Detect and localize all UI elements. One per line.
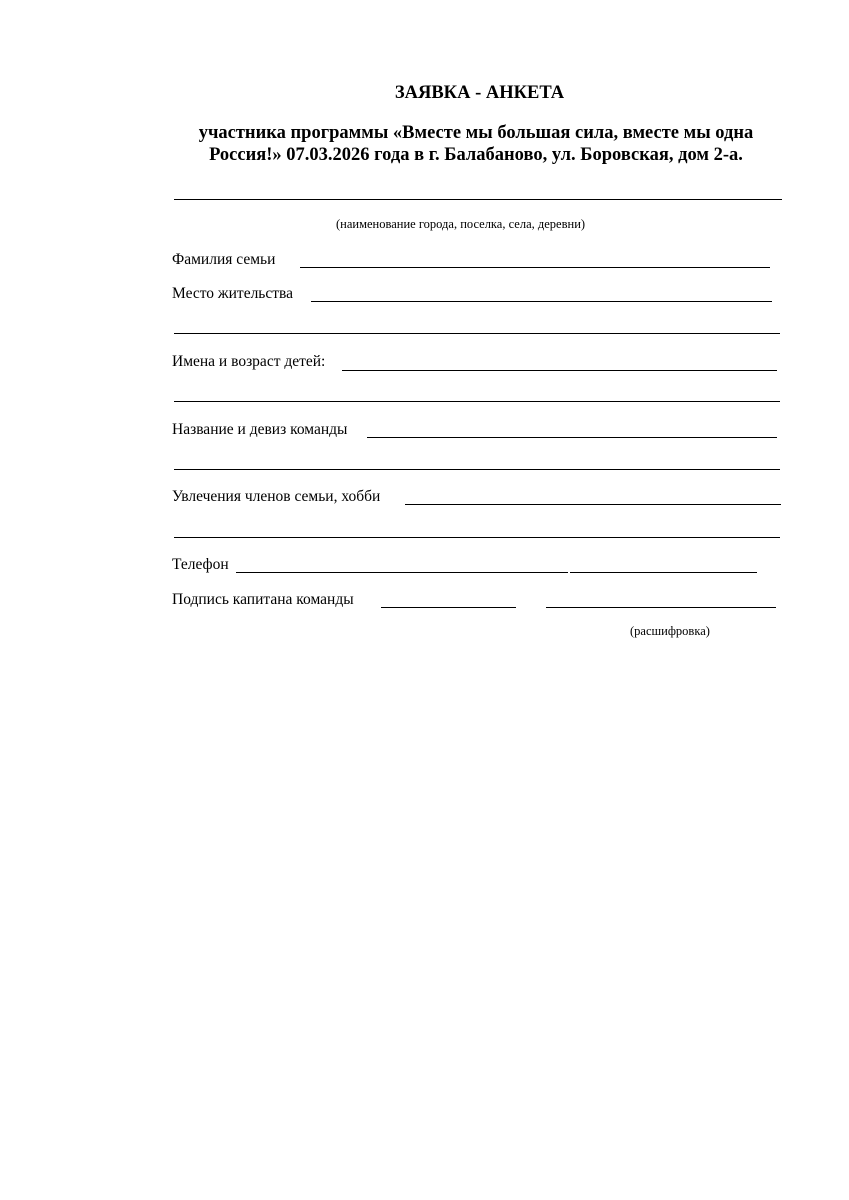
locality-caption: (наименование города, поселка, села, деревни) <box>336 217 586 231</box>
form-subtitle <box>170 122 782 166</box>
form-title: ЗАЯВКА - АНКЕТА <box>394 83 565 103</box>
signature-label: Подпись капитана команды <box>172 591 354 608</box>
residence-field-line[interactable] <box>311 301 772 302</box>
team-field-line[interactable] <box>367 437 777 438</box>
family-name-label: Фамилия семьи <box>172 251 276 268</box>
children-field-line-2[interactable] <box>174 401 780 402</box>
family-name-field-line[interactable] <box>300 267 770 268</box>
phone-field-line[interactable] <box>236 572 568 573</box>
subtitle-line-1: участника программы «Вместе мы большая сила, вместе мы одна <box>198 123 754 143</box>
residence-field-line-2[interactable] <box>174 333 780 334</box>
signature-decoding-line[interactable] <box>546 607 776 608</box>
children-label: Имена и возраст детей: <box>172 353 326 370</box>
locality-field-line[interactable] <box>174 199 782 200</box>
team-field-line-2[interactable] <box>174 469 780 470</box>
team-label: Название и девиз команды <box>172 421 348 438</box>
hobby-field-line[interactable] <box>405 504 781 505</box>
phone-field-line-2[interactable] <box>570 572 757 573</box>
hobby-field-line-2[interactable] <box>174 537 780 538</box>
children-field-line[interactable] <box>342 370 777 371</box>
signature-field-line[interactable] <box>381 607 516 608</box>
subtitle-line-2: Россия!» 07.03.2026 года в г. Балабаново, ул. Боровская, дом 2-а. <box>209 145 743 165</box>
residence-label: Место жительства <box>172 285 294 302</box>
decoding-caption: (расшифровка) <box>630 624 710 638</box>
phone-label: Телефон <box>172 556 229 573</box>
hobby-label: Увлечения членов семьи, хобби <box>172 488 381 505</box>
